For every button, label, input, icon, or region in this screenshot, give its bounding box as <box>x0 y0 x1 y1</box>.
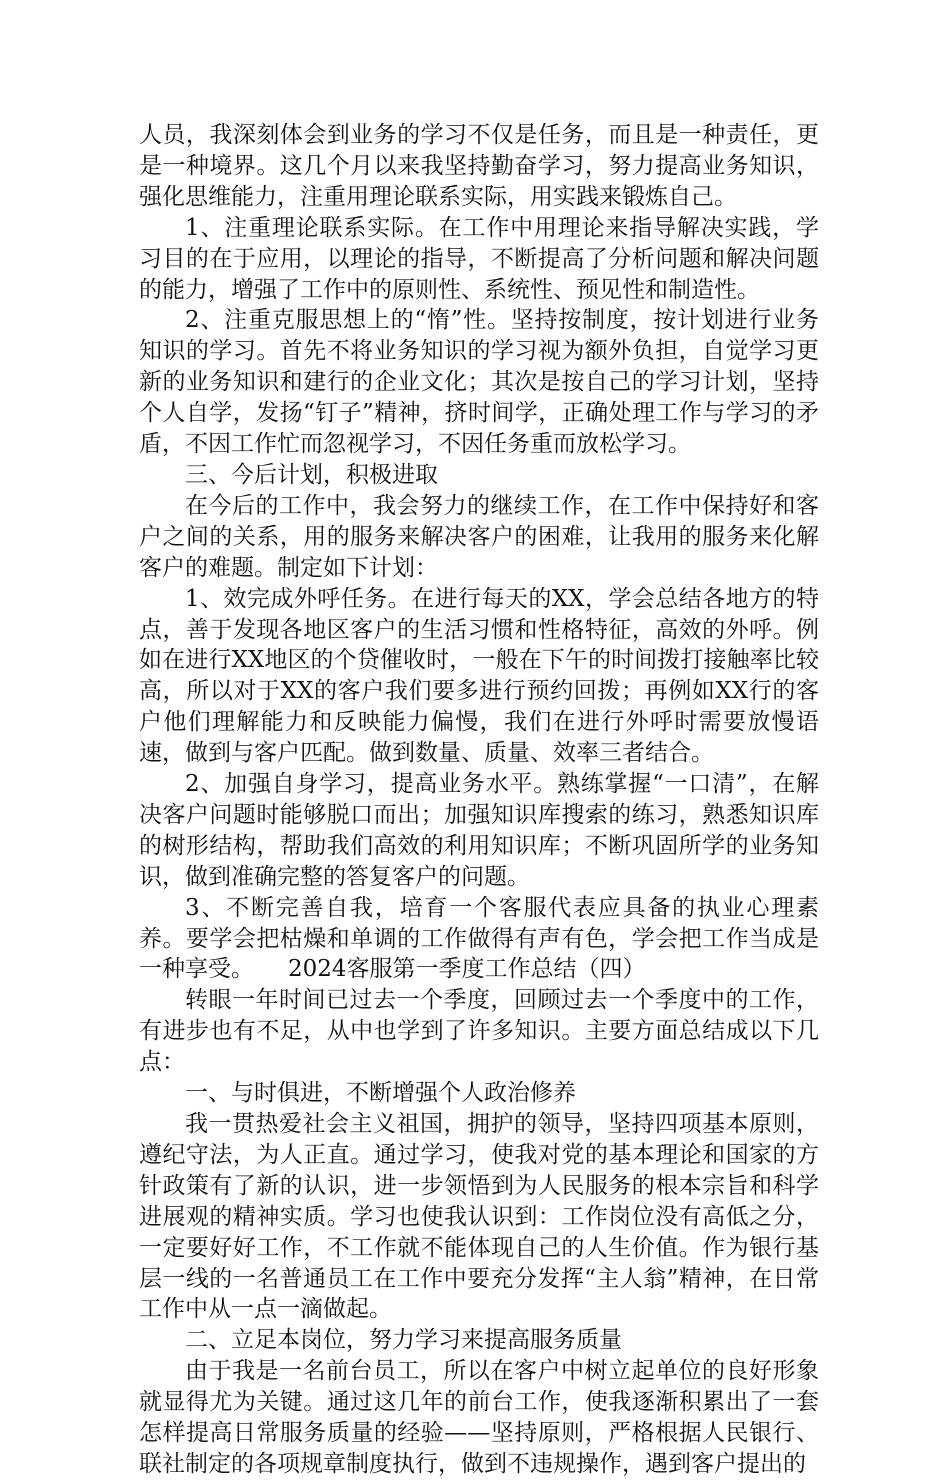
paragraph-intro: 人员，我深刻体会到业务的学习不仅是任务，而且是一种责任，更是一种境界。这几个月以来我坚持勤奋学习，努力提高业务知识，强化思维能力，注重用理论联系实际，用实践来锻炼自己。 <box>139 122 819 210</box>
section-heading-service: 二、立足本岗位，努力学习来提高服务质量 <box>185 1327 622 1354</box>
paragraph-plan-3 <box>139 893 819 986</box>
paragraph-plan-intro: 在今后的工作中，我会努力的继续工作，在工作中保持好和客户之间的关系，用的服务来解决客户的困难，让我用的服务来化解客户的难题。制定如下计划： <box>139 492 819 581</box>
paragraph-plan-2: 2、加强自身学习，提高业务水平。熟练掌握“一口清”，在解决客户问题时能够脱口而出；加强知识库搜索的练习，熟悉知识库的树形结构，帮助我们高效的利用知识库；不断巩固所学的业务知识，做到准确完整的答复客户的问题。 <box>139 771 819 890</box>
paragraph-item-1: 1、注重理论联系实际。在工作中用理论来指导解决实践，学习目的在于应用，以理论的指导，不断提高了分析问题和解决问题的能力，增强了工作中的原则性、系统性、预见性和制造性。 <box>139 214 819 303</box>
paragraph-plan-1: 1、效完成外呼任务。在进行每天的XX，学会总结各地方的特点，善于发现各地区客户的生活习惯和性格特征，高效的外呼。例如在进行XX地区的个贷催收时，一般在下午的时间拨打接触率比较高，所以对于XX的客户我们要多进行预约回拨；再例如XX行的客户他们理解能力和反映能力偏慢，我们在进行外呼时需要放慢语速，做到与客户匹配。做到数量、质量、效率三者结合。 <box>139 585 819 767</box>
paragraph-service: 由于我是一名前台员工，所以在客户中树立起单位的良好形象就显得尤为关键。通过这几年的前台工作，使我逐渐积累出了一套怎样提高日常服务质量的经验——坚持原则，严格根据人民银行、联社制定的各项规章制度执行，做到不违规操作，遇到客户提出的 <box>139 1358 819 1477</box>
paragraph-review-intro: 转眼一年时间已过去一个季度，回顾过去一个季度中的工作，有进步也有不足，从中也学到了许多知识。主要方面总结成以下几点： <box>139 987 819 1076</box>
paragraph-item-2: 2、注重克服思想上的“惰”性。坚持按制度，按计划进行业务知识的学习。首先不将业务知识的学习视为额外负担，自觉学习更新的业务知识和建行的企业文化；其次是按自己的学习计划，坚持个人自学，发扬“钉子”精神，挤时间学，正确处理工作与学习的矛盾，不因工作忙而忽视学习，不因任务重而放松学习。 <box>139 307 819 458</box>
section-heading-plan: 三、今后计划，积极进取 <box>185 461 438 488</box>
document-title-four: 2024客服第一季度工作总结（四） <box>288 956 646 983</box>
paragraph-politics: 我一贯热爱社会主义祖国，拥护的领导，坚持四项基本原则，遵纪守法，为人正直。通过学习，使我对党的基本理论和国家的方针政策有了新的认识，进一步领悟到为人民服务的根本宗旨和科学进展观的精神实质。学习也使我认识到：工作岗位没有高低之分，一定要好好工作，不工作就不能体现自己的人生价值。作为银行基层一线的一名普通员工在工作中要充分发挥“主人翁”精神，在日常工作中从一点一滴做起。 <box>139 1111 819 1323</box>
section-heading-politics: 一、与时俱进，不断增强个人政治修养 <box>185 1080 576 1107</box>
paragraph-plan-3-text: 3、不断完善自我，培育一个客服代表应具备的执业心理素养。要学会把枯燥和单调的工作做得有声有色，学会把工作当成是一种享受。 <box>139 894 819 983</box>
document-body <box>139 120 819 1480</box>
